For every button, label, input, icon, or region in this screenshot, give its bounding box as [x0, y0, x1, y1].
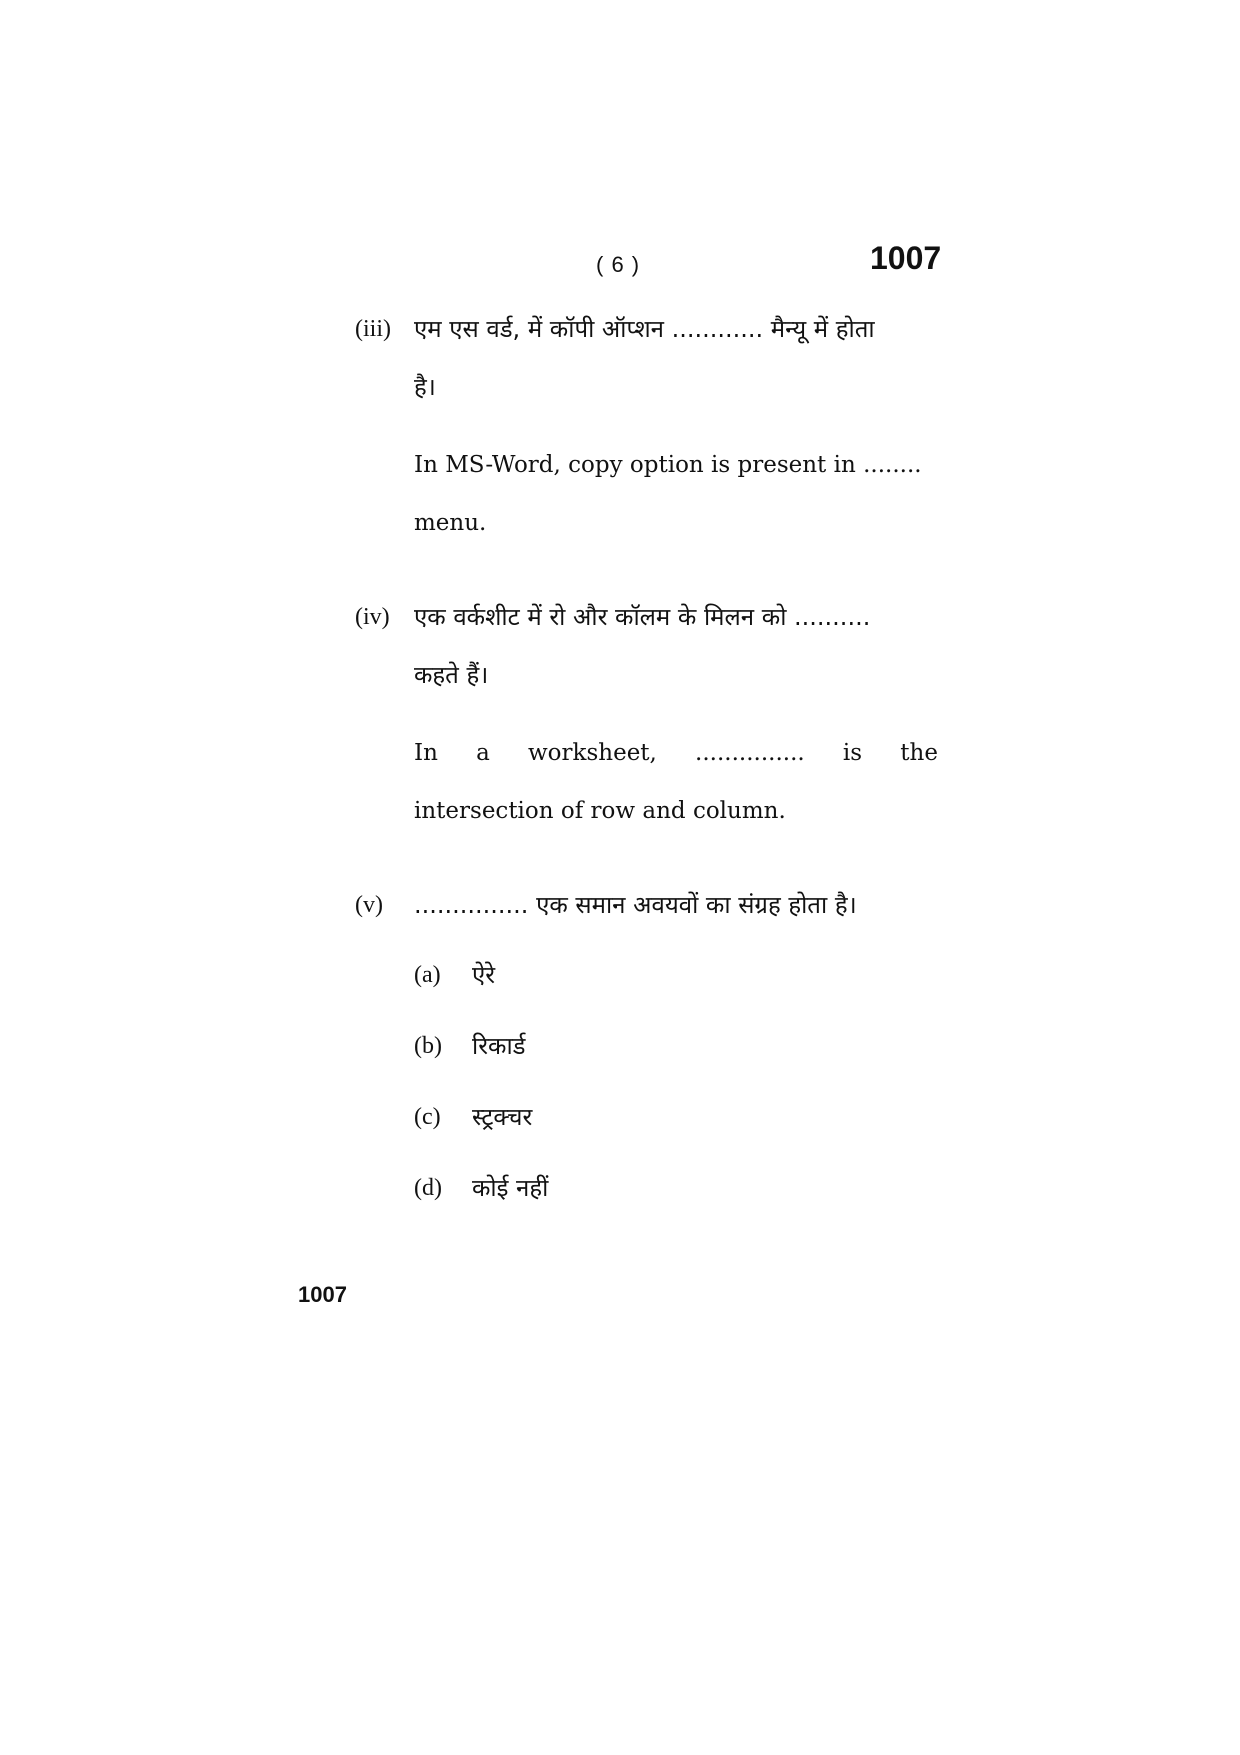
page-number: ( 6 ): [596, 252, 641, 277]
option-text: ऐरे: [472, 961, 496, 989]
blank: ...............: [695, 740, 805, 766]
word: In: [414, 740, 438, 766]
question-hindi-line-1: ............... एक समान अवयवों का संग्रह होता है।: [414, 891, 857, 919]
question-english-line-2: intersection of row and column.: [414, 798, 786, 824]
option-label: (c): [414, 1104, 441, 1130]
question-hindi-line-1: एम एस वर्ड, में कॉपी ऑप्शन ............ मैन्यू में होता: [414, 315, 875, 343]
question-number: (iii): [355, 316, 391, 342]
question-english-line-1: [414, 740, 938, 766]
question-hindi-line-1: एक वर्कशीट में रो और कॉलम के मिलन को ..........: [414, 603, 871, 631]
word: the: [900, 740, 938, 766]
option-label: (b): [414, 1033, 442, 1059]
question-english-line-1: In MS-Word, copy option is present in ........: [414, 452, 922, 478]
word: a: [476, 740, 490, 766]
question-hindi-line-2: कहते हैं।: [414, 661, 489, 689]
option-text: कोई नहीं: [472, 1174, 549, 1202]
question-number: (iv): [355, 604, 390, 630]
question-number: (v): [355, 892, 383, 918]
paper-code-header: 1007: [870, 240, 942, 276]
word: worksheet,: [528, 740, 657, 766]
question-english-line-2: menu.: [414, 510, 487, 536]
option-text: स्ट्रक्चर: [472, 1103, 533, 1131]
option-text: रिकार्ड: [472, 1032, 526, 1060]
word: is: [842, 740, 863, 766]
paper-code-footer: 1007: [298, 1282, 347, 1307]
option-label: (d): [414, 1175, 442, 1201]
option-label: (a): [414, 962, 441, 988]
question-hindi-line-2: है।: [414, 373, 436, 401]
